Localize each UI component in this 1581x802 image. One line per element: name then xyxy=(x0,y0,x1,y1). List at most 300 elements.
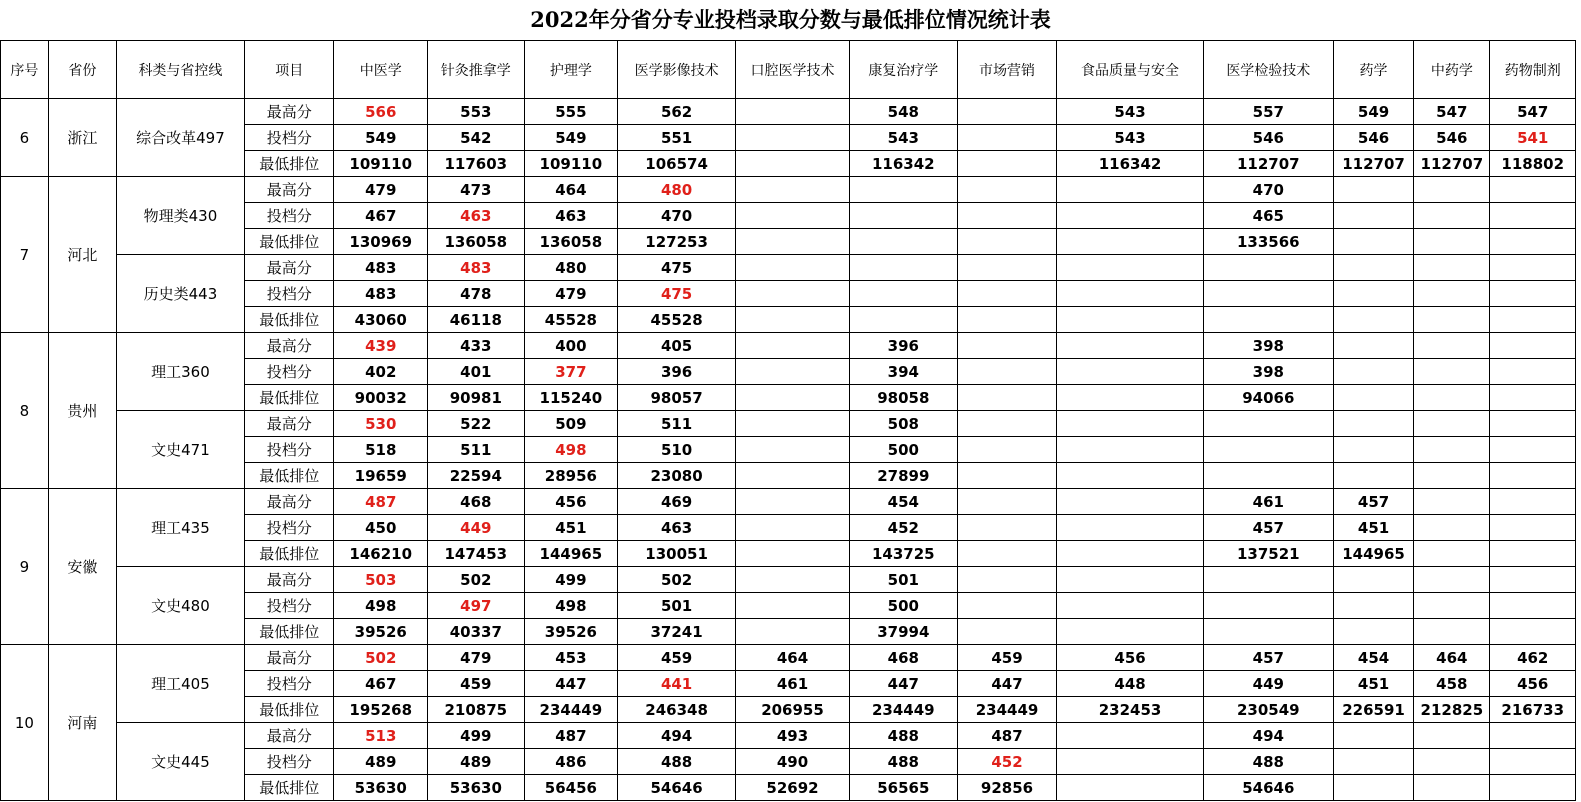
value-cell xyxy=(736,255,850,281)
value-cell: 45528 xyxy=(618,307,736,333)
value-cell: 502 xyxy=(428,567,525,593)
value-cell: 46118 xyxy=(428,307,525,333)
value-cell: 543 xyxy=(1057,99,1203,125)
value-cell: 475 xyxy=(618,281,736,307)
value-cell: 486 xyxy=(524,749,618,775)
value-cell: 459 xyxy=(428,671,525,697)
value-cell xyxy=(1057,307,1203,333)
value-cell xyxy=(1057,775,1203,801)
value-cell: 146210 xyxy=(334,541,428,567)
item-cell: 最高分 xyxy=(245,567,334,593)
value-cell: 143725 xyxy=(849,541,957,567)
value-cell: 451 xyxy=(1333,671,1413,697)
value-cell xyxy=(957,541,1057,567)
value-cell xyxy=(1414,515,1490,541)
value-cell xyxy=(1203,307,1333,333)
value-cell: 450 xyxy=(334,515,428,541)
value-cell: 500 xyxy=(849,437,957,463)
value-cell: 498 xyxy=(524,437,618,463)
sequence-cell: 10 xyxy=(1,645,49,801)
column-header: 省份 xyxy=(48,41,116,99)
value-cell: 480 xyxy=(524,255,618,281)
value-cell xyxy=(1333,177,1413,203)
value-cell: 98058 xyxy=(849,385,957,411)
value-cell: 547 xyxy=(1490,99,1576,125)
sequence-cell: 9 xyxy=(1,489,49,645)
value-cell xyxy=(1057,359,1203,385)
value-cell: 53630 xyxy=(334,775,428,801)
value-cell xyxy=(1333,463,1413,489)
value-cell: 490 xyxy=(736,749,850,775)
value-cell xyxy=(849,229,957,255)
value-cell xyxy=(1490,749,1576,775)
item-cell: 最高分 xyxy=(245,255,334,281)
value-cell: 441 xyxy=(618,671,736,697)
value-cell xyxy=(849,307,957,333)
value-cell: 112707 xyxy=(1203,151,1333,177)
value-cell xyxy=(957,411,1057,437)
value-cell xyxy=(957,281,1057,307)
province-cell: 浙江 xyxy=(48,99,116,177)
value-cell: 530 xyxy=(334,411,428,437)
value-cell: 56565 xyxy=(849,775,957,801)
value-cell xyxy=(1490,359,1576,385)
value-cell: 468 xyxy=(849,645,957,671)
value-cell xyxy=(736,385,850,411)
value-cell: 483 xyxy=(334,281,428,307)
value-cell: 28956 xyxy=(524,463,618,489)
value-cell: 195268 xyxy=(334,697,428,723)
value-cell: 543 xyxy=(849,125,957,151)
value-cell: 502 xyxy=(334,645,428,671)
value-cell: 459 xyxy=(618,645,736,671)
value-cell: 400 xyxy=(524,333,618,359)
value-cell: 396 xyxy=(849,333,957,359)
value-cell xyxy=(1414,593,1490,619)
value-cell: 522 xyxy=(428,411,525,437)
value-cell xyxy=(1057,333,1203,359)
value-cell xyxy=(736,489,850,515)
value-cell: 465 xyxy=(1203,203,1333,229)
value-cell xyxy=(1414,177,1490,203)
value-cell: 463 xyxy=(524,203,618,229)
value-cell: 508 xyxy=(849,411,957,437)
value-cell: 489 xyxy=(334,749,428,775)
value-cell: 543 xyxy=(1057,125,1203,151)
value-cell xyxy=(957,619,1057,645)
value-cell: 136058 xyxy=(524,229,618,255)
value-cell: 464 xyxy=(1414,645,1490,671)
sequence-cell: 6 xyxy=(1,99,49,177)
value-cell: 144965 xyxy=(1333,541,1413,567)
value-cell: 501 xyxy=(618,593,736,619)
value-cell: 502 xyxy=(618,567,736,593)
value-cell: 546 xyxy=(1203,125,1333,151)
value-cell: 475 xyxy=(618,255,736,281)
item-cell: 最低排位 xyxy=(245,697,334,723)
value-cell: 37241 xyxy=(618,619,736,645)
value-cell: 479 xyxy=(524,281,618,307)
value-cell xyxy=(736,567,850,593)
table-row xyxy=(1,411,1576,437)
value-cell xyxy=(957,125,1057,151)
value-cell: 459 xyxy=(957,645,1057,671)
value-cell: 497 xyxy=(428,593,525,619)
value-cell xyxy=(1414,619,1490,645)
value-cell: 566 xyxy=(334,99,428,125)
value-cell xyxy=(1333,203,1413,229)
value-cell: 45528 xyxy=(524,307,618,333)
item-cell: 投档分 xyxy=(245,515,334,541)
table-row xyxy=(1,99,1576,125)
value-cell xyxy=(736,463,850,489)
value-cell xyxy=(1057,515,1203,541)
item-cell: 投档分 xyxy=(245,203,334,229)
value-cell: 454 xyxy=(849,489,957,515)
value-cell: 212825 xyxy=(1414,697,1490,723)
value-cell xyxy=(1333,333,1413,359)
province-cell: 贵州 xyxy=(48,333,116,489)
value-cell: 448 xyxy=(1057,671,1203,697)
value-cell: 447 xyxy=(957,671,1057,697)
value-cell: 547 xyxy=(1414,99,1490,125)
value-cell xyxy=(1203,567,1333,593)
value-cell: 499 xyxy=(524,567,618,593)
value-cell: 53630 xyxy=(428,775,525,801)
value-cell: 54646 xyxy=(1203,775,1333,801)
value-cell xyxy=(957,359,1057,385)
value-cell: 98057 xyxy=(618,385,736,411)
value-cell: 439 xyxy=(334,333,428,359)
category-cell: 文史480 xyxy=(116,567,244,645)
value-cell xyxy=(1414,489,1490,515)
value-cell: 499 xyxy=(428,723,525,749)
value-cell: 377 xyxy=(524,359,618,385)
value-cell: 549 xyxy=(524,125,618,151)
value-cell: 447 xyxy=(524,671,618,697)
item-cell: 投档分 xyxy=(245,125,334,151)
value-cell: 112707 xyxy=(1333,151,1413,177)
value-cell: 542 xyxy=(428,125,525,151)
table-row xyxy=(1,255,1576,281)
value-cell: 555 xyxy=(524,99,618,125)
value-cell: 494 xyxy=(1203,723,1333,749)
item-cell: 投档分 xyxy=(245,437,334,463)
column-header: 康复治疗学 xyxy=(849,41,957,99)
value-cell xyxy=(736,177,850,203)
value-cell: 470 xyxy=(618,203,736,229)
value-cell: 216733 xyxy=(1490,697,1576,723)
value-cell: 116342 xyxy=(1057,151,1203,177)
value-cell xyxy=(736,541,850,567)
value-cell: 109110 xyxy=(524,151,618,177)
value-cell xyxy=(1057,619,1203,645)
value-cell xyxy=(1333,723,1413,749)
item-cell: 最高分 xyxy=(245,645,334,671)
value-cell xyxy=(957,437,1057,463)
value-cell xyxy=(1490,515,1576,541)
item-cell: 最低排位 xyxy=(245,541,334,567)
value-cell: 144965 xyxy=(524,541,618,567)
value-cell xyxy=(1490,229,1576,255)
value-cell xyxy=(1203,593,1333,619)
column-header: 护理学 xyxy=(524,41,618,99)
value-cell xyxy=(1057,385,1203,411)
value-cell: 464 xyxy=(736,645,850,671)
value-cell xyxy=(1333,411,1413,437)
value-cell: 130051 xyxy=(618,541,736,567)
value-cell xyxy=(1490,489,1576,515)
value-cell xyxy=(957,177,1057,203)
value-cell xyxy=(957,385,1057,411)
value-cell: 226591 xyxy=(1333,697,1413,723)
value-cell xyxy=(736,151,850,177)
value-cell: 115240 xyxy=(524,385,618,411)
column-header: 药物制剂 xyxy=(1490,41,1576,99)
item-cell: 最高分 xyxy=(245,489,334,515)
value-cell: 451 xyxy=(524,515,618,541)
category-cell: 历史类443 xyxy=(116,255,244,333)
column-header: 医学影像技术 xyxy=(618,41,736,99)
column-header: 科类与省控线 xyxy=(116,41,244,99)
value-cell xyxy=(1203,463,1333,489)
value-cell: 498 xyxy=(334,593,428,619)
value-cell xyxy=(849,281,957,307)
value-cell: 457 xyxy=(1203,645,1333,671)
value-cell: 109110 xyxy=(334,151,428,177)
value-cell: 56456 xyxy=(524,775,618,801)
value-cell: 23080 xyxy=(618,463,736,489)
column-header: 中医学 xyxy=(334,41,428,99)
value-cell xyxy=(736,515,850,541)
value-cell xyxy=(736,281,850,307)
value-cell: 483 xyxy=(334,255,428,281)
value-cell xyxy=(957,307,1057,333)
value-cell: 112707 xyxy=(1414,151,1490,177)
value-cell: 498 xyxy=(524,593,618,619)
value-cell: 553 xyxy=(428,99,525,125)
column-header: 医学检验技术 xyxy=(1203,41,1333,99)
value-cell: 43060 xyxy=(334,307,428,333)
value-cell: 22594 xyxy=(428,463,525,489)
value-cell xyxy=(1203,281,1333,307)
value-cell: 106574 xyxy=(618,151,736,177)
value-cell: 133566 xyxy=(1203,229,1333,255)
table-body xyxy=(1,99,1576,801)
value-cell xyxy=(1490,567,1576,593)
value-cell: 54646 xyxy=(618,775,736,801)
value-cell: 509 xyxy=(524,411,618,437)
value-cell: 147453 xyxy=(428,541,525,567)
value-cell xyxy=(1490,541,1576,567)
item-cell: 最低排位 xyxy=(245,463,334,489)
value-cell xyxy=(1490,281,1576,307)
value-cell xyxy=(1414,463,1490,489)
item-cell: 最低排位 xyxy=(245,775,334,801)
value-cell xyxy=(1414,229,1490,255)
item-cell: 最高分 xyxy=(245,177,334,203)
value-cell: 398 xyxy=(1203,359,1333,385)
value-cell xyxy=(1333,775,1413,801)
value-cell: 463 xyxy=(428,203,525,229)
score-table xyxy=(0,40,1576,801)
value-cell: 234449 xyxy=(524,697,618,723)
value-cell: 463 xyxy=(618,515,736,541)
value-cell xyxy=(1057,229,1203,255)
table-row xyxy=(1,333,1576,359)
value-cell: 511 xyxy=(428,437,525,463)
category-cell: 文史445 xyxy=(116,723,244,801)
value-cell xyxy=(1333,385,1413,411)
value-cell: 37994 xyxy=(849,619,957,645)
value-cell xyxy=(957,515,1057,541)
value-cell: 401 xyxy=(428,359,525,385)
value-cell xyxy=(1333,437,1413,463)
value-cell xyxy=(1490,385,1576,411)
value-cell: 52692 xyxy=(736,775,850,801)
item-cell: 投档分 xyxy=(245,359,334,385)
value-cell xyxy=(1333,593,1413,619)
value-cell: 449 xyxy=(428,515,525,541)
value-cell: 501 xyxy=(849,567,957,593)
value-cell xyxy=(736,307,850,333)
value-cell: 488 xyxy=(849,723,957,749)
column-header: 序号 xyxy=(1,41,49,99)
value-cell: 452 xyxy=(957,749,1057,775)
value-cell xyxy=(1333,307,1413,333)
value-cell xyxy=(1414,203,1490,229)
value-cell xyxy=(1490,723,1576,749)
value-cell: 462 xyxy=(1490,645,1576,671)
value-cell xyxy=(957,255,1057,281)
value-cell xyxy=(1203,619,1333,645)
province-cell: 河南 xyxy=(48,645,116,801)
value-cell: 468 xyxy=(428,489,525,515)
value-cell: 457 xyxy=(1333,489,1413,515)
value-cell: 487 xyxy=(524,723,618,749)
value-cell xyxy=(957,489,1057,515)
category-cell: 理工435 xyxy=(116,489,244,567)
value-cell xyxy=(1057,489,1203,515)
value-cell xyxy=(736,593,850,619)
table-title: 2022年分省分专业投档录取分数与最低排位情况统计表 xyxy=(530,7,1051,32)
table-row xyxy=(1,489,1576,515)
value-cell: 452 xyxy=(849,515,957,541)
value-cell: 130969 xyxy=(334,229,428,255)
value-cell: 479 xyxy=(334,177,428,203)
value-cell xyxy=(1490,203,1576,229)
value-cell xyxy=(1414,385,1490,411)
header-row xyxy=(1,41,1576,99)
value-cell: 94066 xyxy=(1203,385,1333,411)
value-cell: 234449 xyxy=(957,697,1057,723)
column-header: 中药学 xyxy=(1414,41,1490,99)
value-cell xyxy=(1414,255,1490,281)
value-cell: 480 xyxy=(618,177,736,203)
value-cell xyxy=(1057,203,1203,229)
value-cell xyxy=(1414,333,1490,359)
province-cell: 河北 xyxy=(48,177,116,333)
value-cell xyxy=(1490,411,1576,437)
sequence-cell: 8 xyxy=(1,333,49,489)
value-cell xyxy=(849,177,957,203)
value-cell: 234449 xyxy=(849,697,957,723)
category-cell: 文史471 xyxy=(116,411,244,489)
item-cell: 最高分 xyxy=(245,723,334,749)
value-cell: 487 xyxy=(957,723,1057,749)
value-cell xyxy=(1333,567,1413,593)
value-cell xyxy=(957,333,1057,359)
table-row xyxy=(1,567,1576,593)
value-cell: 230549 xyxy=(1203,697,1333,723)
value-cell xyxy=(1414,437,1490,463)
value-cell xyxy=(1057,567,1203,593)
value-cell: 116342 xyxy=(849,151,957,177)
value-cell: 40337 xyxy=(428,619,525,645)
value-cell: 488 xyxy=(618,749,736,775)
value-cell: 562 xyxy=(618,99,736,125)
value-cell: 461 xyxy=(736,671,850,697)
item-cell: 投档分 xyxy=(245,671,334,697)
value-cell: 456 xyxy=(524,489,618,515)
column-header: 针灸推拿学 xyxy=(428,41,525,99)
value-cell xyxy=(1414,541,1490,567)
value-cell xyxy=(1057,463,1203,489)
value-cell: 479 xyxy=(428,645,525,671)
value-cell xyxy=(1057,281,1203,307)
value-cell: 396 xyxy=(618,359,736,385)
value-cell: 473 xyxy=(428,177,525,203)
value-cell: 405 xyxy=(618,333,736,359)
value-cell: 433 xyxy=(428,333,525,359)
value-cell xyxy=(1414,307,1490,333)
value-cell: 447 xyxy=(849,671,957,697)
value-cell xyxy=(1333,359,1413,385)
value-cell xyxy=(736,437,850,463)
value-cell: 541 xyxy=(1490,125,1576,151)
value-cell xyxy=(736,125,850,151)
value-cell xyxy=(1203,411,1333,437)
value-cell: 458 xyxy=(1414,671,1490,697)
value-cell xyxy=(1490,463,1576,489)
value-cell: 39526 xyxy=(524,619,618,645)
item-cell: 投档分 xyxy=(245,281,334,307)
value-cell xyxy=(1414,775,1490,801)
value-cell: 127253 xyxy=(618,229,736,255)
value-cell xyxy=(1057,437,1203,463)
value-cell: 117603 xyxy=(428,151,525,177)
value-cell xyxy=(1490,333,1576,359)
table-row xyxy=(1,177,1576,203)
value-cell xyxy=(1057,723,1203,749)
province-cell: 安徽 xyxy=(48,489,116,645)
value-cell: 90981 xyxy=(428,385,525,411)
value-cell: 494 xyxy=(618,723,736,749)
value-cell: 503 xyxy=(334,567,428,593)
value-cell: 19659 xyxy=(334,463,428,489)
value-cell xyxy=(1057,255,1203,281)
value-cell xyxy=(1333,281,1413,307)
item-cell: 投档分 xyxy=(245,749,334,775)
value-cell xyxy=(957,567,1057,593)
column-header: 市场营销 xyxy=(957,41,1057,99)
value-cell: 456 xyxy=(1490,671,1576,697)
value-cell: 493 xyxy=(736,723,850,749)
item-cell: 最低排位 xyxy=(245,619,334,645)
value-cell: 90032 xyxy=(334,385,428,411)
value-cell: 483 xyxy=(428,255,525,281)
value-cell xyxy=(1057,749,1203,775)
